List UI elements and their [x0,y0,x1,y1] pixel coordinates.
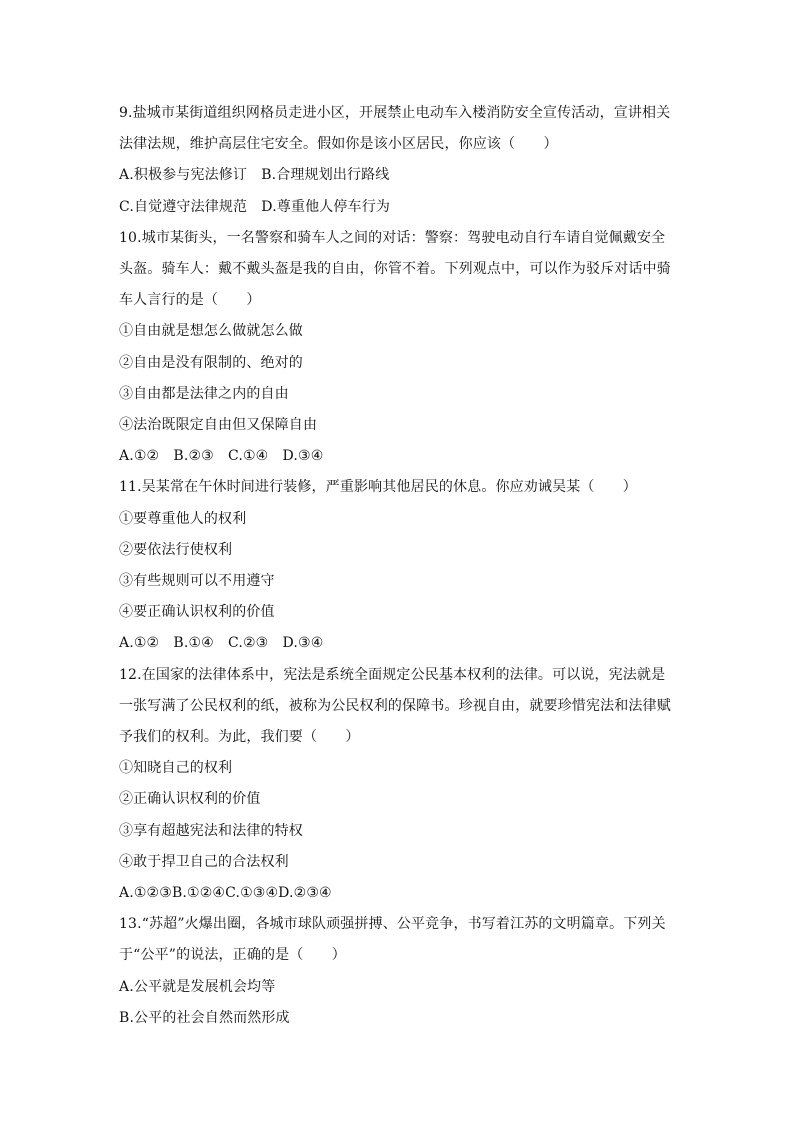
statement-item: ①知晓自己的权利 [119,760,233,777]
option-line: C.自觉遵守法律规范 D.尊重他人停车行为 [119,198,390,215]
option-line: A.公平就是发展机会均等 [119,978,276,995]
option-line: A.①② B.②③ C.①④ D.③④ [119,448,324,465]
question-stem: 10.城市某街头，一名警察和骑车人之间的对话：警察：驾驶电动自行车请自觉佩戴安全头盔。骑车人：戴不戴头盔是我的自由，你管不着。下列观点中，可以作为驳斥对话中骑车人言行的是（ ） [119,229,671,309]
statement-item: ③享有超越宪法和法律的特权 [119,822,303,839]
statement-item: ②正确认识权利的价值 [119,791,261,808]
statement-item: ④敢于捍卫自己的合法权利 [119,853,289,870]
statement-item: ②自由是没有限制的、绝对的 [119,354,303,371]
question-stem: 13.“苏超”火爆出圈，各城市球队顽强拼搏、公平竞争，书写着江苏的文明篇章。下列关于“公平”的说法，正确的是（ ） [119,916,666,964]
option-line: A.①② B.①④ C.②③ D.③④ [119,635,324,652]
option-line: B.公平的社会自然而然形成 [119,1009,290,1026]
statement-item: ④要正确认识权利的价值 [119,604,275,621]
statement-item: ①要尊重他人的权利 [119,510,247,527]
option-line: A.积极参与宪法修订 B.合理规划出行路线 [119,167,390,184]
statement-item: ①自由就是想怎么做就怎么做 [119,323,303,340]
question-stem: 11.吴某常在午休时间进行装修，严重影响其他居民的休息。你应劝诫吴某（ ） [119,479,637,496]
document-page [119,98,679,1034]
question-10 [119,223,679,473]
statement-item: ②要依法行使权利 [119,541,233,558]
question-11 [119,472,679,659]
statement-item: ④法治既限定自由但又保障自由 [119,417,318,434]
question-9 [119,98,679,223]
question-12 [119,660,679,910]
question-13 [119,909,679,1034]
statement-item: ③自由都是法律之内的自由 [119,385,289,402]
question-stem: 9.盐城市某街道组织网格员走进小区，开展禁止电动车入楼消防安全宣传活动，宣讲相关法律法规，维护高层住宅安全。假如你是该小区居民，你应该（ ） [119,105,671,153]
statement-item: ③有些规则可以不用遵守 [119,573,275,590]
option-line: A.①②③B.①②④C.①③④D.②③④ [119,885,332,902]
question-stem: 12.在国家的法律体系中，宪法是系统全面规定公民基本权利的法律。可以说，宪法就是一张写满了公民权利的纸，被称为公民权利的保障书。珍视自由，就要珍惜宪法和法律赋予我们的权利。为此，我们要（ ） [119,666,671,746]
